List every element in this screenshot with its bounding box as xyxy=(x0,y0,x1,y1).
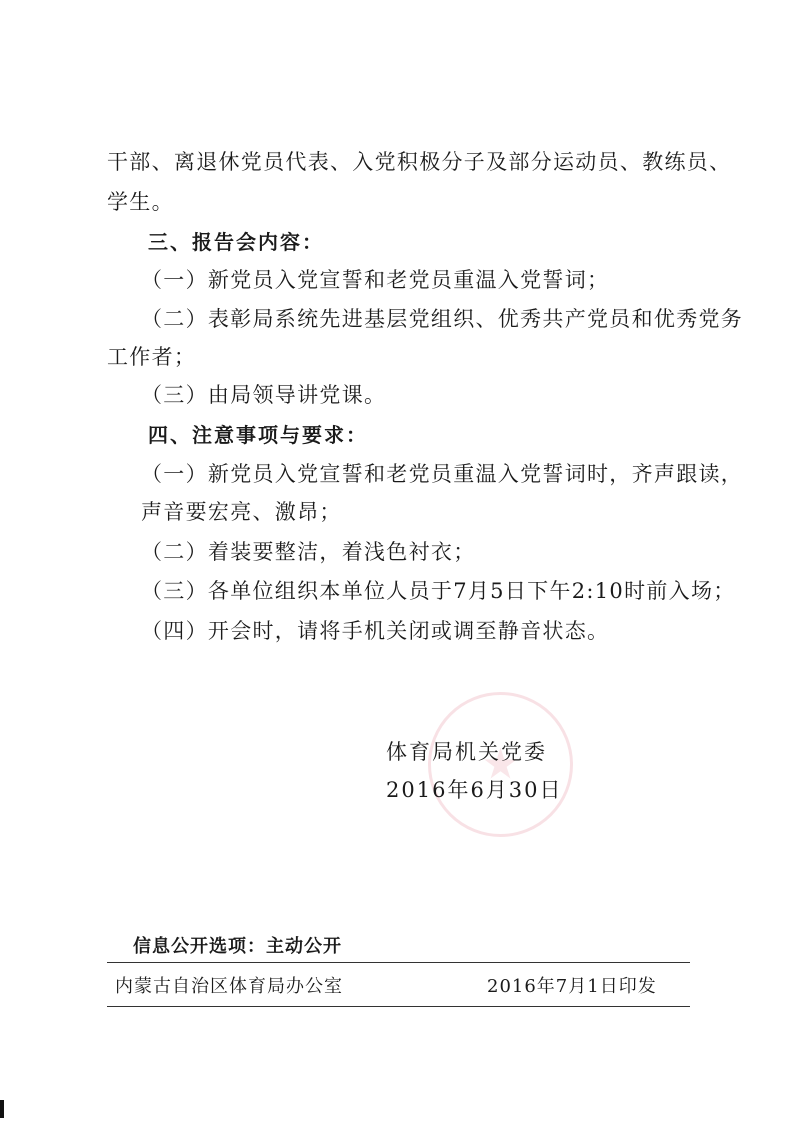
body-line: （二）着装要整洁，着浅色衬衣； xyxy=(141,540,476,564)
body-line: （二）表彰局系统先进基层党组织、优秀共产党员和优秀党务 xyxy=(141,307,744,331)
section-heading: 三、报告会内容： xyxy=(148,230,324,254)
divider xyxy=(107,1006,690,1007)
body-line: 学生。 xyxy=(107,190,174,214)
section-heading: 四、注意事项与要求： xyxy=(148,423,368,447)
body-line: 工作者； xyxy=(107,345,197,369)
body-line: 干部、离退休党员代表、入党积极分子及部分运动员、教练员、 xyxy=(107,150,732,174)
body-line: （一）新党员入党宣誓和老党员重温入党誓词； xyxy=(141,268,610,292)
signature-org: 体育局机关党委 xyxy=(386,740,547,764)
footer-issuer: 内蒙古自治区体育局办公室 xyxy=(115,976,343,997)
scan-edge-mark xyxy=(0,1100,4,1118)
body-line: （三）由局领导讲党课。 xyxy=(141,383,387,407)
body-line: （四）开会时，请将手机关闭或调至静音状态。 xyxy=(141,619,610,643)
divider xyxy=(107,962,690,963)
body-line: （三）各单位组织本单位人员于7月5日下午2:10时前入场； xyxy=(141,579,736,603)
signature-date: 2016年6月30日 xyxy=(386,778,563,802)
disclosure-option: 信息公开选项：主动公开 xyxy=(133,936,342,957)
body-line: 声音要宏亮、激昂； xyxy=(141,500,342,524)
footer-print-date: 2016年7月1日印发 xyxy=(487,976,657,997)
body-line: （一）新党员入党宣誓和老党员重温入党誓词时，齐声跟读， xyxy=(141,462,744,486)
